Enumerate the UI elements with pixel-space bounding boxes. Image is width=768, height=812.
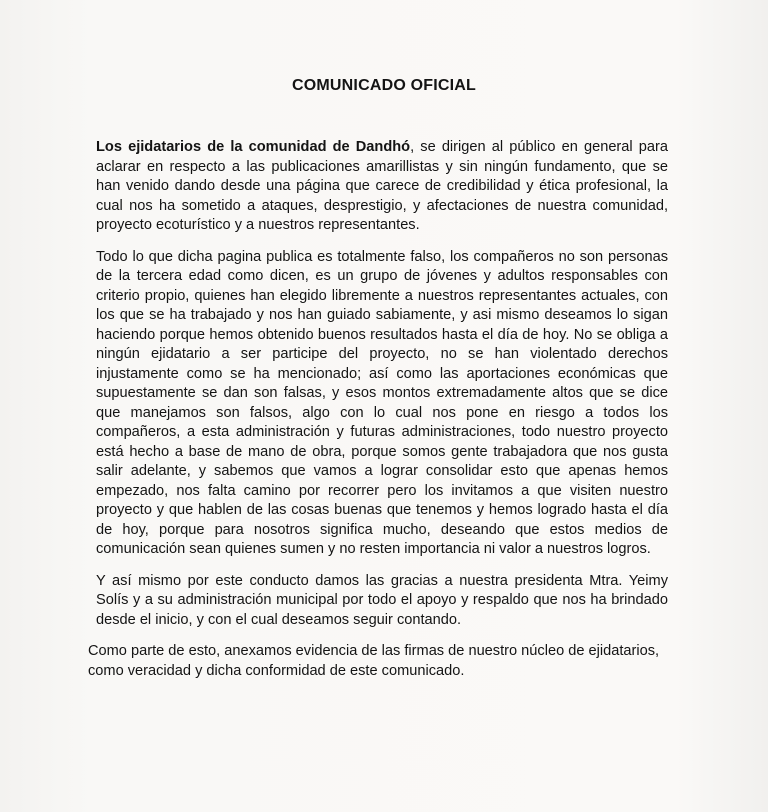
paragraph-closing: Como parte de esto, anexamos evidencia de las firmas de nuestro núcleo de ejidatarios, como veracidad y dicha conformidad de este comunicado. [88,643,660,679]
paragraph-intro [96,138,668,236]
document-body [88,138,668,693]
paragraph-thanks: Y así mismo por este conducto damos las gracias a nuestra presidenta Mtra. Yeimy Solís y a su administración municipal por todo el apoyo y respaldo que nos ha brindado desde el inicio, y con el cual deseamos seguir contando. [96,572,668,628]
document-title: COMUNICADO OFICIAL [291,77,477,94]
intro-text: , se dirigen al público en general para aclarar en respecto a las publicaciones amarillistas y sin ningún fundamento, que se han venido dando desde una página que carece de credibilidad y ética profesional, la cual nos ha sometido a ataques, desprestigio, y afectaciones de nuestra comunidad, proyecto ecoturístico y a nuestros representantes. [96,139,668,233]
intro-lead-text: Los ejidatarios de la comunidad de Dandhó [96,139,411,155]
paragraph-main: Todo lo que dicha pagina publica es totalmente falso, los compañeros no son personas de la tercera edad como dicen, es un grupo de jóvenes y adultos responsables con criterio propio, quienes han elegido libremente a nuestros representantes actuales, con los que se ha trabajado y nos han guiado sabiamente, y asi mismo deseamos lo sigan haciendo porque hemos obtenido buenos resultados hasta el día de hoy. No se obliga a ningún ejidatario a ser participe del proyecto, no se han violentado derechos injustamente como se ha mencionado; así como las aportaciones económicas que supuestamente se dan son falsas, y esos montos extremadamente altos que se dice que manejamos son falsos, algo con lo cual nos pone en riesgo a todos los compañeros, a esta administración y futuras administraciones, todo nuestro proyecto está hecho a base de mano de obra, porque somos gente trabajadora que nos gusta salir adelante, y sabemos que vamos a lograr consolidar esto que apenas hemos empezado, nos falta camino por recorrer pero los invitamos a que visiten nuestro proyecto y que hablen de las cosas buenas que tenemos y hemos logrado hasta el día de hoy, porque para nosotros significa mucho, deseando que estos medios de comunicación sean quienes sumen y no resten importancia ni valor a nuestros logros. [96,248,668,557]
